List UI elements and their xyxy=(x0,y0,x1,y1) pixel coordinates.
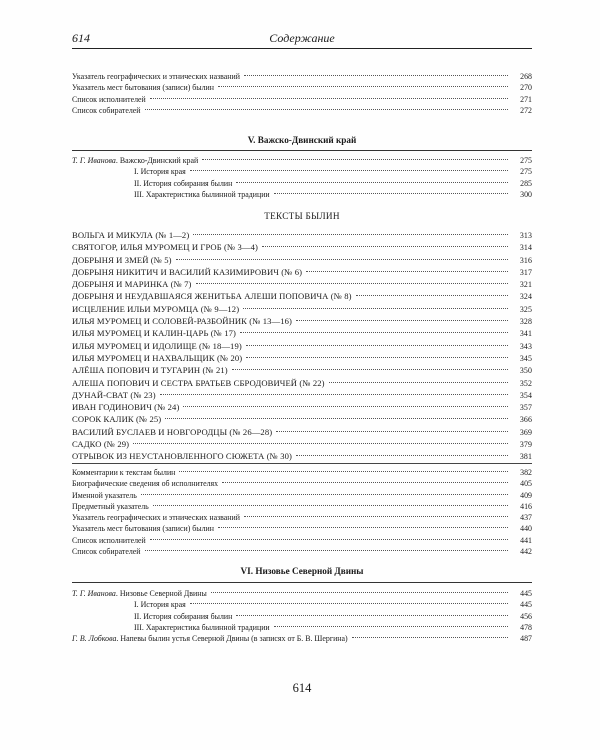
header-title: Содержание xyxy=(269,31,335,45)
texts-list xyxy=(72,229,532,463)
toc-entry[interactable]: Биографические сведения об исполнителях 405 xyxy=(72,479,532,489)
running-header xyxy=(72,31,532,49)
section-heading-vi: VI. Низовье Северной Двины xyxy=(240,566,364,576)
toc-entry[interactable]: АЛЁША ПОПОВИЧ И ТУГАРИН (№ 21) 350 xyxy=(72,365,532,376)
toc-page xyxy=(72,0,532,750)
toc-entry[interactable]: ИСЦЕЛЕНИЕ ИЛЬИ МУРОМЦА (№ 9—12) 325 xyxy=(72,303,532,314)
texts-heading: ТЕКСТЫ БЫЛИН xyxy=(264,211,340,221)
section-v-list xyxy=(72,155,532,200)
toc-entry[interactable]: I. История края 445 xyxy=(134,600,532,610)
header-rule xyxy=(72,48,532,49)
toc-entry[interactable]: ДОБРЫНЯ И ЗМЕЙ (№ 5) 316 xyxy=(72,254,532,265)
author-name: Т. Г. Иванова xyxy=(72,156,116,165)
toc-entry[interactable]: Предметный указатель 416 xyxy=(72,501,532,511)
toc-entry[interactable]: ОТРЫВОК ИЗ НЕУСТАНОВЛЕННОГО СЮЖЕТА (№ 30) 381 xyxy=(72,451,532,462)
divider-rule xyxy=(72,463,532,464)
toc-entry-intro[interactable]: Т. Г. Иванова. Низовье Северной Двины 445 xyxy=(72,589,532,598)
toc-entry[interactable]: ИЛЬЯ МУРОМЕЦ И НАХВАЛЬЩИК (№ 20) 345 xyxy=(72,352,532,363)
toc-entry[interactable]: Комментарии к текстам былин 382 xyxy=(72,468,532,477)
toc-entry[interactable]: Список собирателей 442 xyxy=(72,547,532,557)
toc-entry[interactable]: ВАСИЛИЙ БУСЛАЕВ И НОВГОРОДЦЫ (№ 26—28) 369 xyxy=(72,426,532,437)
toc-entry[interactable]: ВОЛЬГА И МИКУЛА (№ 1—2) 313 xyxy=(72,230,532,240)
section-heading-v: V. Важско-Двинский край xyxy=(247,135,357,145)
toc-entry[interactable]: Указатель мест бытования (записи) былин 270 xyxy=(72,83,532,93)
toc-entry[interactable]: III. Характеристика былинной традиции 478 xyxy=(134,622,532,632)
toc-entry[interactable]: ИЛЬЯ МУРОМЕЦ И СОЛОВЕЙ-РАЗБОЙНИК (№ 13—16) 328 xyxy=(72,316,532,327)
appendix-list xyxy=(72,467,532,557)
toc-entry[interactable]: АЛЕША ПОПОВИЧ И СЕСТРА БРАТЬЕВ СБРОДОВИЧЕЙ (№ 22) 352 xyxy=(72,377,532,388)
toc-entry[interactable]: II. История собирания былин 456 xyxy=(134,611,532,621)
toc-entry[interactable]: ДОБРЫНЯ И МАРИНКА (№ 7) 321 xyxy=(72,279,532,290)
toc-entry[interactable]: Список исполнителей 441 xyxy=(72,535,532,545)
author-name: Г. В. Лобкова xyxy=(72,634,117,644)
toc-entry-extra[interactable]: Г. В. Лобкова. Напевы былин устья Северной Двины (в записях от Б. В. Шергина) 487 xyxy=(72,634,532,644)
toc-entry[interactable]: Именной указатель 409 xyxy=(72,490,532,500)
toc-entry[interactable]: ИЛЬЯ МУРОМЕЦ И ИДОЛИЩЕ (№ 18—19) 343 xyxy=(72,340,532,351)
toc-entry[interactable]: ДОБРЫНЯ НИКИТИЧ И ВАСИЛИЙ КАЗИМИРОВИЧ (№ 6) 317 xyxy=(72,266,532,277)
toc-entry[interactable]: II. История собирания былин 285 xyxy=(134,178,532,188)
header-page-number: 614 xyxy=(72,31,90,45)
toc-entry[interactable]: ДОБРЫНЯ И НЕУДАВШАЯСЯ ЖЕНИТЬБА АЛЕШИ ПОПОВИЧА (№ 8) 324 xyxy=(72,291,532,302)
section-rule xyxy=(72,582,532,583)
toc-entry[interactable]: СВЯТОГОР, ИЛЬЯ МУРОМЕЦ И ГРОБ (№ 3—4) 314 xyxy=(72,242,532,253)
toc-entry[interactable]: Указатель географических и этнических названий 268 xyxy=(72,72,532,81)
toc-entry[interactable]: ДУНАЙ-СВАТ (№ 23) 354 xyxy=(72,389,532,400)
author-name: Т. Г. Иванова xyxy=(72,589,116,598)
toc-entry[interactable]: ИВАН ГОДИНОВИЧ (№ 24) 357 xyxy=(72,402,532,413)
section-vi-list xyxy=(72,588,532,644)
toc-entry[interactable]: СОРОК КАЛИК (№ 25) 366 xyxy=(72,414,532,425)
toc-entry-intro[interactable]: Т. Г. Иванова. Важско-Двинский край 275 xyxy=(72,156,532,165)
section-rule xyxy=(72,150,532,151)
toc-entry[interactable]: САДКО (№ 29) 379 xyxy=(72,439,532,450)
toc-entry[interactable]: III. Характеристика былинной традиции 300 xyxy=(134,189,532,199)
top-index-list xyxy=(72,71,532,116)
toc-entry[interactable]: Указатель мест бытования (записи) былин 440 xyxy=(72,524,532,534)
toc-entry[interactable]: ИЛЬЯ МУРОМЕЦ И КАЛИН-ЦАРЬ (№ 17) 341 xyxy=(72,328,532,339)
toc-entry[interactable]: Список исполнителей 271 xyxy=(72,94,532,104)
toc-entry[interactable]: I. История края 275 xyxy=(134,167,532,177)
footer-page-number: 614 xyxy=(292,681,312,695)
toc-entry[interactable]: Указатель географических и этнических названий 437 xyxy=(72,513,532,523)
toc-entry[interactable]: Список собирателей 272 xyxy=(72,105,532,115)
